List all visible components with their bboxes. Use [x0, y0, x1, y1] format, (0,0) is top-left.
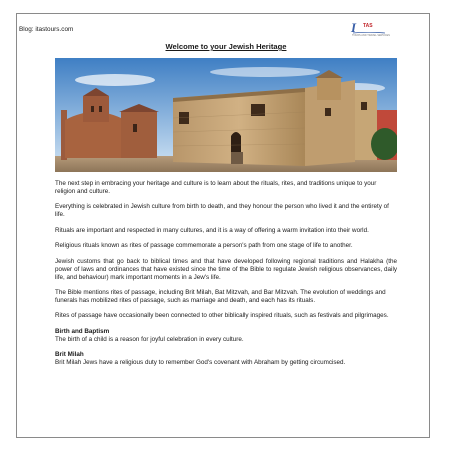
page-title: Welcome to your Jewish Heritage [165, 42, 287, 51]
intro-paragraph: The next step in embracing your heritage and culture is to learn about the rituals, rites, and traditions unique to your religion and culture. [55, 180, 377, 195]
section-text-birth: The birth of a child is a reason for joyful celebration in every culture. [55, 335, 244, 343]
logo-word: TAS [363, 23, 373, 29]
body-paragraph: Religious rituals known as rites of passage commemorate a person's path from one stage of life to another. [55, 242, 353, 250]
company-logo [351, 18, 391, 40]
logo-tagline: TOURS AND TRAVEL SERVICES [352, 34, 390, 37]
document-body [55, 180, 397, 375]
body-paragraph: Rituals are important and respected in many cultures, and it is a way of offering a warm invitation into their world. [55, 226, 369, 234]
body-paragraph: Rites of passage have occasionally been connected to other biblically inspired rituals, such as festivals and pilgrimages. [55, 312, 389, 320]
body-paragraph: The Bible mentions rites of passage, including Brit Milah, Bat Mitzvah, and Bar Mitzvah. The evolution of weddings and funerals has mobilized rites of passage, such as marriage and death, and each has its rituals. [55, 288, 386, 304]
body-paragraph: Jewish customs that go back to biblical times and that have developed following regional traditions and Halakha (the power of laws and ordinances that have existed since the time of the Bible to regulate Jewish religious observances, daily life, and behaviour) mark important moments in a Jew's life. [55, 257, 397, 281]
body-paragraph: Everything is celebrated in Jewish culture from birth to death, and they honour the person who lived it and the entirety of life. [55, 203, 389, 219]
section-heading-birth: Birth and Baptism [55, 327, 110, 335]
heritage-building-photo [55, 58, 397, 172]
section-heading-brit-milah: Brit Milah [55, 351, 84, 359]
page-header [19, 20, 391, 38]
section-text-brit-milah: Brit Milah Jews have a religious duty to remember God's covenant with Abraham by getting circumcised. [55, 359, 346, 367]
blog-label: Blog: itastours.com [19, 26, 74, 33]
logo-mark: I [351, 20, 357, 35]
